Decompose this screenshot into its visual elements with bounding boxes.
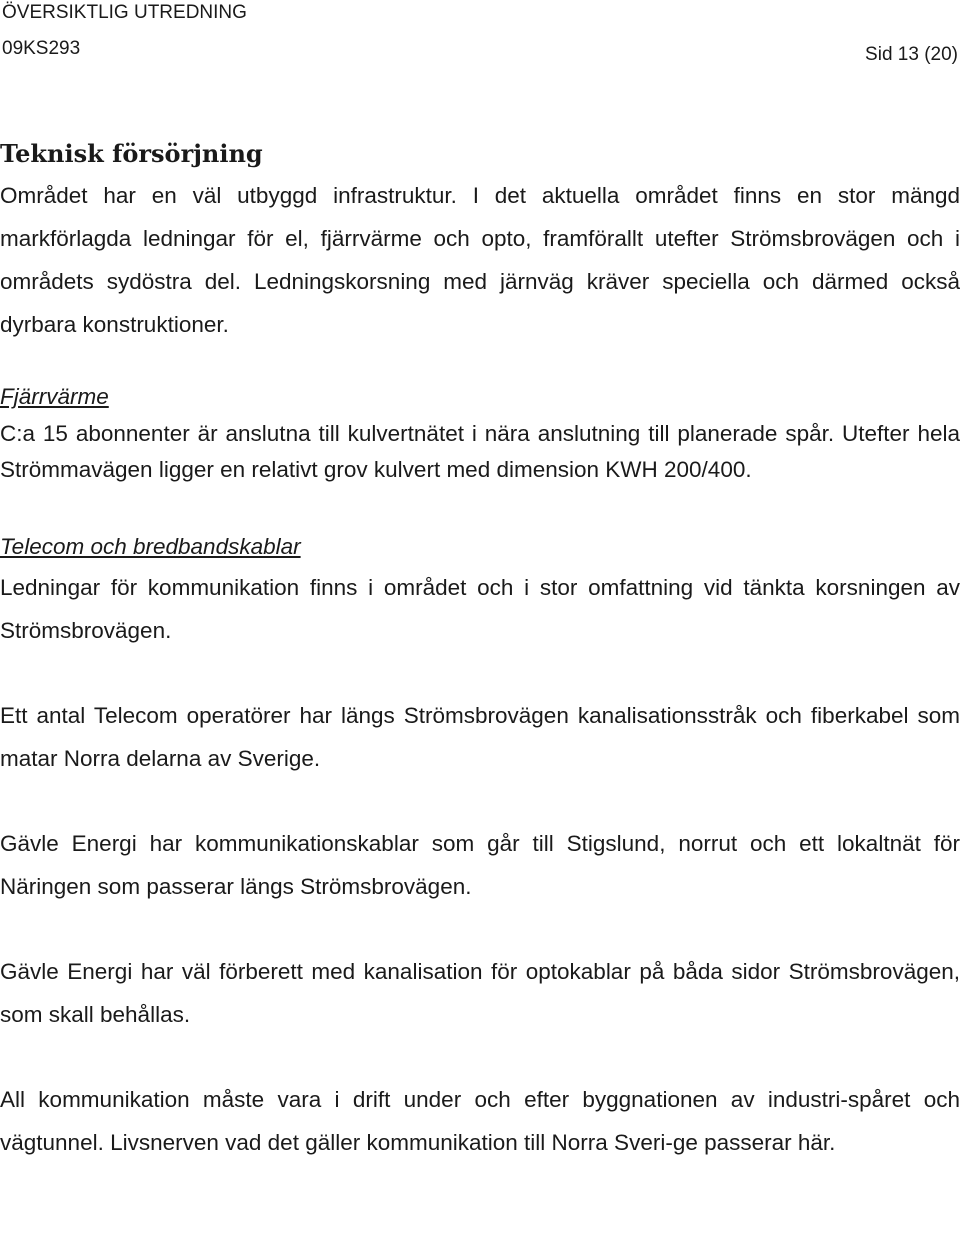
telecom-paragraph-1: Ledningar för kommunikation finns i området och i stor omfattning vid tänkta korsningen av Strömsbrovägen. <box>0 575 960 643</box>
paragraph-gap <box>0 908 960 950</box>
telecom-paragraph-4: Gävle Energi har väl förberett med kanalisation för optokablar på båda sidor Strömsbrovägen, som skall behållas. <box>0 959 960 1027</box>
telecom-paragraph-2: Ett antal Telecom operatörer har längs Strömsbrovägen kanalisationsstråk och fiberkabel som matar Norra delarna av Sverige. <box>0 703 960 771</box>
section-title: Teknisk försörjning <box>0 139 263 168</box>
telecom-heading: Telecom och bredbandskablar <box>0 534 301 559</box>
document-type: ÖVERSIKTLIG UTREDNING <box>2 2 247 23</box>
fjarrvarme-heading: Fjärrvärme <box>0 384 109 409</box>
document-id: 09KS293 <box>2 38 81 59</box>
page-number: Sid 13 (20) <box>865 44 958 65</box>
paragraph-gap <box>0 780 960 822</box>
section-intro-paragraph: Området har en väl utbyggd infrastruktur. I det aktuella området finns en stor mängd markförlagda ledningar för el, fjärrvärme och opto, framförallt utefter Strömsbrovägen och i områdets sydöstra del. Ledningskorsning med järnväg kräver speciella och därmed också dyrbara konstruktioner. <box>0 183 960 337</box>
paragraph-gap <box>0 1036 960 1078</box>
telecom-paragraph-5: All kommunikation måste vara i drift under och efter byggnationen av industri-spåret och vägtunnel. Livsnerven vad det gäller kommunikation till Norra Sveri-ge passerar här. <box>0 1087 960 1155</box>
paragraph-gap <box>0 652 960 694</box>
page-content <box>0 134 960 1164</box>
fjarrvarme-paragraph: C:a 15 abonnenter är anslutna till kulvertnätet i nära anslutning till planerade spår. Utefter hela Strömmavägen ligger en relativt grov kulvert med dimension KWH 200/400. <box>0 421 960 482</box>
page-header <box>0 0 960 70</box>
telecom-paragraph-3: Gävle Energi har kommunikationskablar som går till Stigslund, norrut och ett lokaltnät för Näringen som passerar längs Strömsbrovägen. <box>0 831 960 899</box>
